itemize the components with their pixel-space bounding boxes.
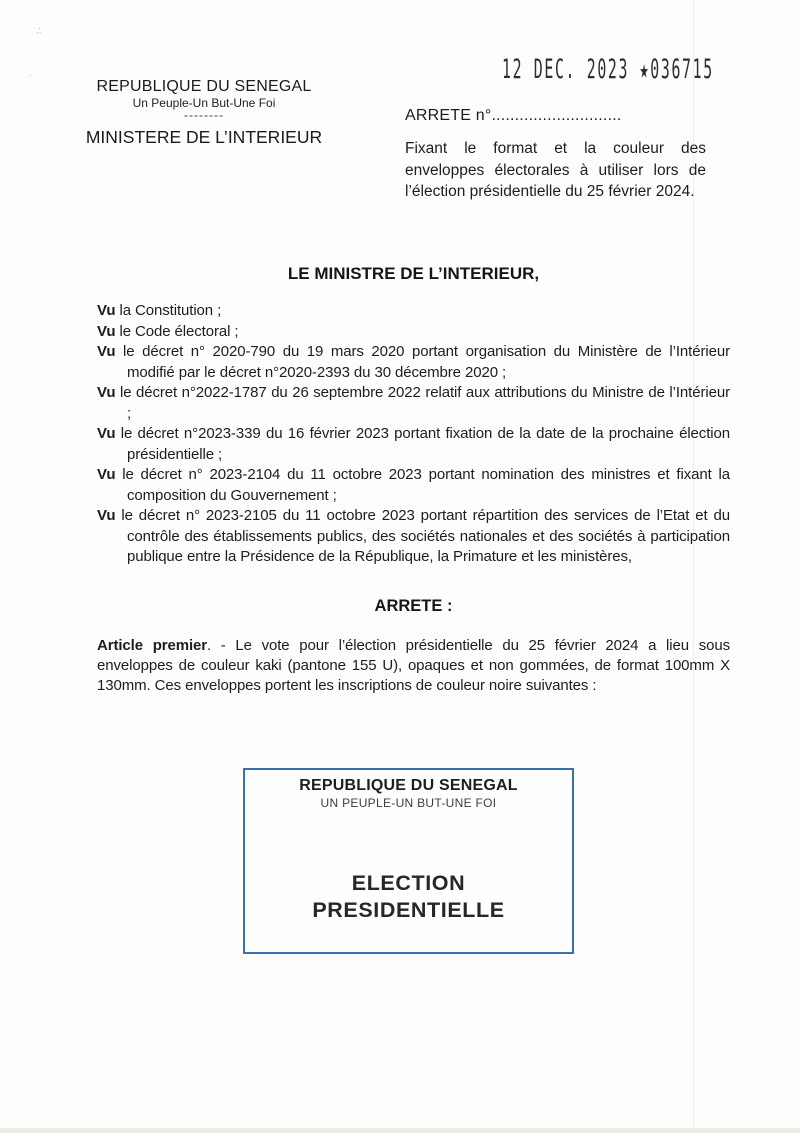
envelope-title-line2: PRESIDENTIELLE bbox=[312, 897, 505, 922]
visa-item bbox=[97, 383, 730, 424]
visa-label: Vu bbox=[97, 384, 116, 401]
envelope-title bbox=[245, 870, 572, 923]
visa-text: le décret n° 2023-2105 du 11 octobre 2023 portant répartition des services de l’Etat et du contrôle des établissements publics, des sociétés nationales et des sociétés à participation publique entre la Présidence de la République, la Primature et les ministères, bbox=[115, 507, 730, 565]
visa-text: la Constitution ; bbox=[115, 302, 222, 319]
visa-label: Vu bbox=[97, 343, 116, 360]
article-premier-body: . - Le vote pour l’élection présidentielle du 25 février 2024 a lieu sous enveloppes de couleur kaki (pantone 155 U), opaques et non gommées, de format 100mm X 130mm. Ces enveloppes portent les inscriptions de couleur noire suivantes : bbox=[97, 637, 730, 694]
visa-item bbox=[97, 342, 730, 383]
letterhead-separator: -------- bbox=[184, 108, 224, 122]
visa-text: le décret n°2023-339 du 16 février 2023 portant fixation de la date de la prochaine élection présidentielle ; bbox=[115, 425, 730, 463]
visa-text: le décret n° 2020-790 du 19 mars 2020 portant organisation du Ministère de l’Intérieur modifié par le décret n°2020-2393 du 30 décembre 2020 ; bbox=[115, 343, 730, 381]
arrete-number-line: ARRETE n°............................ bbox=[405, 107, 622, 124]
visa-label: Vu bbox=[97, 425, 116, 442]
visa-item bbox=[97, 424, 730, 465]
visa-label: Vu bbox=[97, 302, 116, 319]
envelope-title-line1: ELECTION bbox=[351, 871, 466, 895]
visa-label: Vu bbox=[97, 322, 116, 340]
visa-text: le Code électoral ; bbox=[115, 322, 239, 340]
arrete-subject: Fixant le format et la couleur des enveloppes électorales à utiliser lors de l’élection présidentielle du 25 février 2024. bbox=[405, 140, 706, 200]
article-premier bbox=[97, 636, 730, 696]
visa-text: le décret n°2022-1787 du 26 septembre 2022 relatif aux attributions du Ministre de l’Intérieur ; bbox=[115, 384, 730, 422]
envelope-specimen bbox=[243, 768, 574, 954]
letterhead-motto: Un Peuple-Un But-Une Foi bbox=[132, 96, 276, 110]
letterhead-ministry: MINISTERE DE L’INTERIEUR bbox=[85, 127, 323, 147]
registry-date-stamp: 12 DEC. 2023 ★036715 bbox=[502, 54, 714, 85]
visas-list bbox=[97, 301, 730, 568]
envelope-motto: UN PEUPLE-UN BUT-UNE FOI bbox=[320, 796, 497, 810]
letterhead-country: REPUBLIQUE DU SENEGAL bbox=[96, 78, 312, 95]
letterhead bbox=[85, 78, 323, 147]
visa-item bbox=[97, 322, 730, 343]
scan-mark: .: bbox=[35, 24, 42, 36]
scan-edge-shadow bbox=[0, 1128, 800, 1133]
visa-label: Vu bbox=[97, 466, 116, 483]
opening-title: LE MINISTRE DE L’INTERIEUR, bbox=[287, 264, 540, 283]
scan-mark: .· bbox=[26, 68, 35, 80]
visa-item bbox=[97, 301, 730, 322]
decision-heading: ARRETE : bbox=[374, 597, 453, 615]
visa-item bbox=[97, 465, 730, 506]
visa-label: Vu bbox=[97, 507, 116, 524]
visa-item bbox=[97, 506, 730, 568]
envelope-country: REPUBLIQUE DU SENEGAL bbox=[299, 777, 518, 794]
visa-text: le décret n° 2023-2104 du 11 octobre 2023 portant nomination des ministres et fixant la composition du Gouvernement ; bbox=[115, 466, 730, 504]
article-premier-lead: Article premier bbox=[97, 637, 208, 654]
